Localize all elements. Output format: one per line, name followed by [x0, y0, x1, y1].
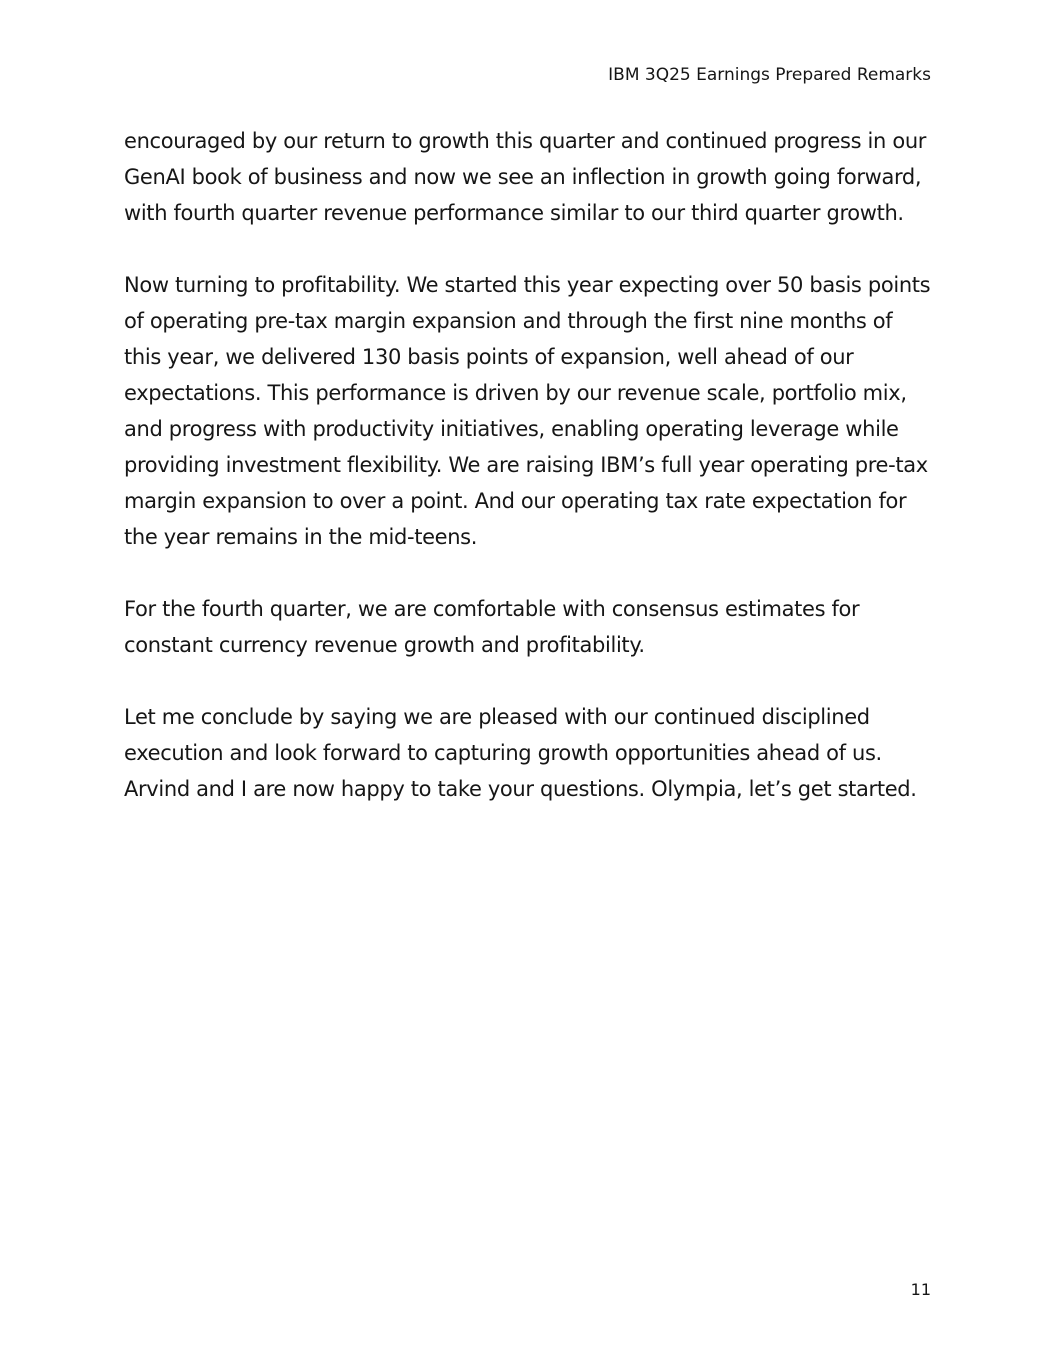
paragraph-conclusion: Let me conclude by saying we are pleased with our continued disciplined execution and look forward to capturing growth opportunities ahead of us. Arvind and I are now happy to take your questions. Olympia, let’s get started.	[124, 705, 917, 801]
body-text	[124, 123, 932, 843]
paragraph-profitability: Now turning to profitability. We started this year expecting over 50 basis points of operating pre-tax margin expansion and through the first nine months of this year, we delivered 130 basis points of expansion, well ahead of our expectations. This performance is driven by our revenue scale, portfolio mix, and progress with productivity initiatives, enabling operating leverage while providing investment flexibility. We are raising IBM’s full year operating pre-tax margin expansion to over a point. And our operating tax rate expectation for the year remains in the mid-teens.	[124, 273, 931, 549]
paragraph-revenue-outlook: encouraged by our return to growth this quarter and continued progress in our GenAI book of business and now we see an inflection in growth going forward, with fourth quarter revenue performance similar to our third quarter growth.	[124, 129, 927, 225]
page-number: 11	[910, 1280, 931, 1299]
paragraph-fourth-quarter: For the fourth quarter, we are comfortable with consensus estimates for constant currency revenue growth and profitability.	[124, 597, 860, 657]
running-header: IBM 3Q25 Earnings Prepared Remarks	[608, 65, 931, 85]
